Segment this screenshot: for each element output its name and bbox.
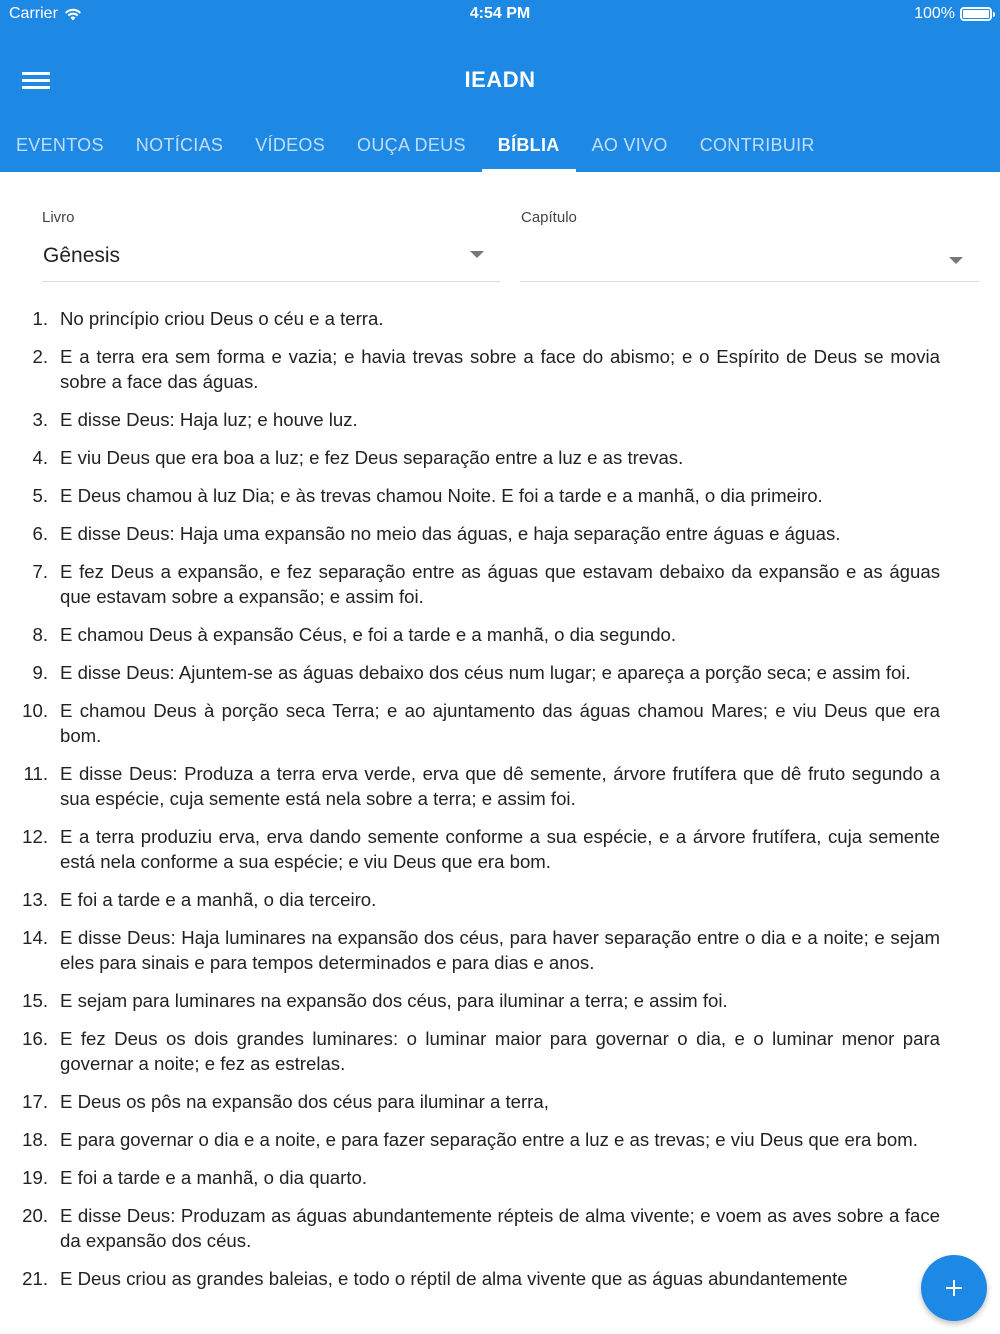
verse-item — [0, 761, 1000, 811]
book-select[interactable] — [42, 236, 500, 282]
verse-number: 20. — [22, 1205, 48, 1226]
verse-text: E chamou Deus à expansão Céus, e foi a tarde e a manhã, o dia segundo. — [60, 624, 677, 645]
tab-ouca-deus[interactable]: OUÇA DEUS — [357, 134, 466, 155]
verse-number: 9. — [32, 662, 48, 683]
tab-videos[interactable]: VÍDEOS — [255, 134, 326, 155]
verse-item — [0, 1026, 1000, 1076]
verse-text: E viu Deus que era boa a luz; e fez Deus separação entre a luz e as trevas. — [60, 447, 684, 468]
verse-text: E Deus os pôs na expansão dos céus para iluminar a terra, — [60, 1091, 549, 1112]
tab-ao-vivo[interactable]: AO VIVO — [591, 134, 668, 155]
verse-item — [0, 660, 1000, 685]
verse-text: E disse Deus: Haja luz; e houve luz. — [60, 409, 358, 430]
verse-item — [0, 824, 1000, 874]
verse-number: 8. — [32, 624, 48, 645]
verse-list — [0, 306, 1000, 1304]
verse-text: E disse Deus: Haja uma expansão no meio das águas, e haja separação entre águas e águas. — [60, 523, 841, 544]
verse-text: E fez Deus os dois grandes luminares: o luminar maior para governar o dia, e o luminar menor para governar a noite; e fez as estrelas. — [60, 1028, 940, 1074]
verse-text: E sejam para luminares na expansão dos céus, para iluminar a terra; e assim foi. — [60, 990, 728, 1011]
tab-eventos[interactable]: EVENTOS — [16, 134, 104, 155]
tab-bar — [0, 118, 831, 172]
verse-number: 17. — [22, 1091, 48, 1112]
verse-number: 7. — [32, 561, 48, 582]
battery-icon — [960, 7, 992, 21]
verse-text: E disse Deus: Haja luminares na expansão dos céus, para haver separação entre o dia e a noite; e sejam eles para sinais e para tempos determinados e para dias e anos. — [60, 927, 940, 973]
verse-number: 14. — [22, 927, 48, 948]
verse-text: E a terra era sem forma e vazia; e havia trevas sobre a face do abismo; e o Espírito de Deus se movia sobre a face das águas. — [60, 346, 940, 392]
add-button[interactable] — [921, 1255, 987, 1321]
verse-text: No princípio criou Deus o céu e a terra. — [60, 308, 384, 329]
book-select-value: Gênesis — [43, 244, 121, 267]
verse-number: 5. — [32, 485, 48, 506]
verse-text: E a terra produziu erva, erva dando semente conforme a sua espécie, e a árvore frutífera, cuja semente está nela conforme a sua espécie; e viu Deus que era bom. — [60, 826, 940, 872]
verse-number: 1. — [32, 308, 48, 329]
app-bar — [0, 0, 1000, 172]
status-bar — [0, 0, 1000, 30]
verse-text: E para governar o dia e a noite, e para fazer separação entre a luz e as trevas; e viu Deus que era bom. — [60, 1129, 918, 1150]
verse-text: E chamou Deus à porção seca Terra; e ao ajuntamento das águas chamou Mares; e viu Deus que era bom. — [60, 700, 940, 746]
verse-item — [0, 622, 1000, 647]
verse-text: E foi a tarde e a manhã, o dia terceiro. — [60, 889, 377, 910]
verse-number: 13. — [22, 889, 48, 910]
verse-text: E Deus criou as grandes baleias, e todo o réptil de alma vivente que as águas abundantemente — [60, 1268, 848, 1289]
verse-item — [0, 925, 1000, 975]
verse-item — [0, 407, 1000, 432]
verse-item — [0, 988, 1000, 1013]
verse-number: 10. — [22, 700, 48, 721]
verse-text: E disse Deus: Produza a terra erva verde, erva que dê semente, árvore frutífera que dê fruto segundo a sua espécie, cuja semente está nela sobre a terra; e assim foi. — [60, 763, 940, 809]
verse-item — [0, 483, 1000, 508]
verse-item — [0, 1127, 1000, 1152]
verse-number: 21. — [22, 1268, 48, 1289]
verse-item — [0, 1165, 1000, 1190]
tab-noticias[interactable]: NOTÍCIAS — [135, 134, 224, 155]
dropdown-arrow-icon — [470, 251, 484, 258]
verse-text: E fez Deus a expansão, e fez separação entre as águas que estavam debaixo da expansão e as águas que estavam sobre a expansão; e assim foi. — [60, 561, 940, 607]
chapter-select[interactable] — [520, 236, 979, 282]
verse-item — [0, 1089, 1000, 1114]
verse-text: E Deus chamou à luz Dia; e às trevas chamou Noite. E foi a tarde e a manhã, o dia primeiro. — [60, 485, 823, 506]
verse-item — [0, 521, 1000, 546]
carrier-label: Carrier — [9, 5, 58, 22]
battery-group — [914, 5, 992, 23]
verse-item — [0, 887, 1000, 912]
verse-item — [0, 445, 1000, 470]
plus-icon-stroke — [953, 1280, 955, 1296]
verse-number: 6. — [32, 523, 48, 544]
tab-contribuir[interactable]: CONTRIBUIR — [699, 134, 815, 155]
verse-number: 4. — [32, 447, 48, 468]
toolbar — [0, 30, 1000, 130]
verse-number: 12. — [22, 826, 48, 847]
verse-number: 15. — [22, 990, 48, 1011]
verse-number: 11. — [23, 763, 48, 784]
verse-item — [0, 559, 1000, 609]
verse-number: 19. — [22, 1167, 48, 1188]
verse-number: 3. — [32, 409, 48, 430]
verse-text: E disse Deus: Produzam as águas abundantemente répteis de alma vivente; e voem as aves sobre a face da expansão dos céus. — [60, 1205, 940, 1251]
tab-biblia[interactable]: BÍBLIA — [482, 118, 576, 172]
verse-item — [0, 306, 1000, 331]
battery-percent: 100% — [914, 5, 955, 22]
verse-number: 18. — [22, 1129, 48, 1150]
verse-item — [0, 1203, 1000, 1253]
verse-item — [0, 1266, 1000, 1291]
book-label: Livro — [42, 209, 75, 226]
verse-text: E foi a tarde e a manhã, o dia quarto. — [60, 1167, 367, 1188]
verse-item — [0, 698, 1000, 748]
verse-item — [0, 344, 1000, 394]
verse-text: E disse Deus: Ajuntem-se as águas debaixo dos céus num lugar; e apareça a porção seca; e assim foi. — [60, 662, 911, 683]
app-title: IEADN — [464, 67, 536, 92]
clock: 4:54 PM — [469, 5, 531, 22]
dropdown-arrow-icon — [949, 257, 963, 264]
verse-number: 2. — [32, 346, 48, 367]
verse-number: 16. — [22, 1028, 48, 1049]
chapter-label: Capítulo — [521, 209, 577, 226]
